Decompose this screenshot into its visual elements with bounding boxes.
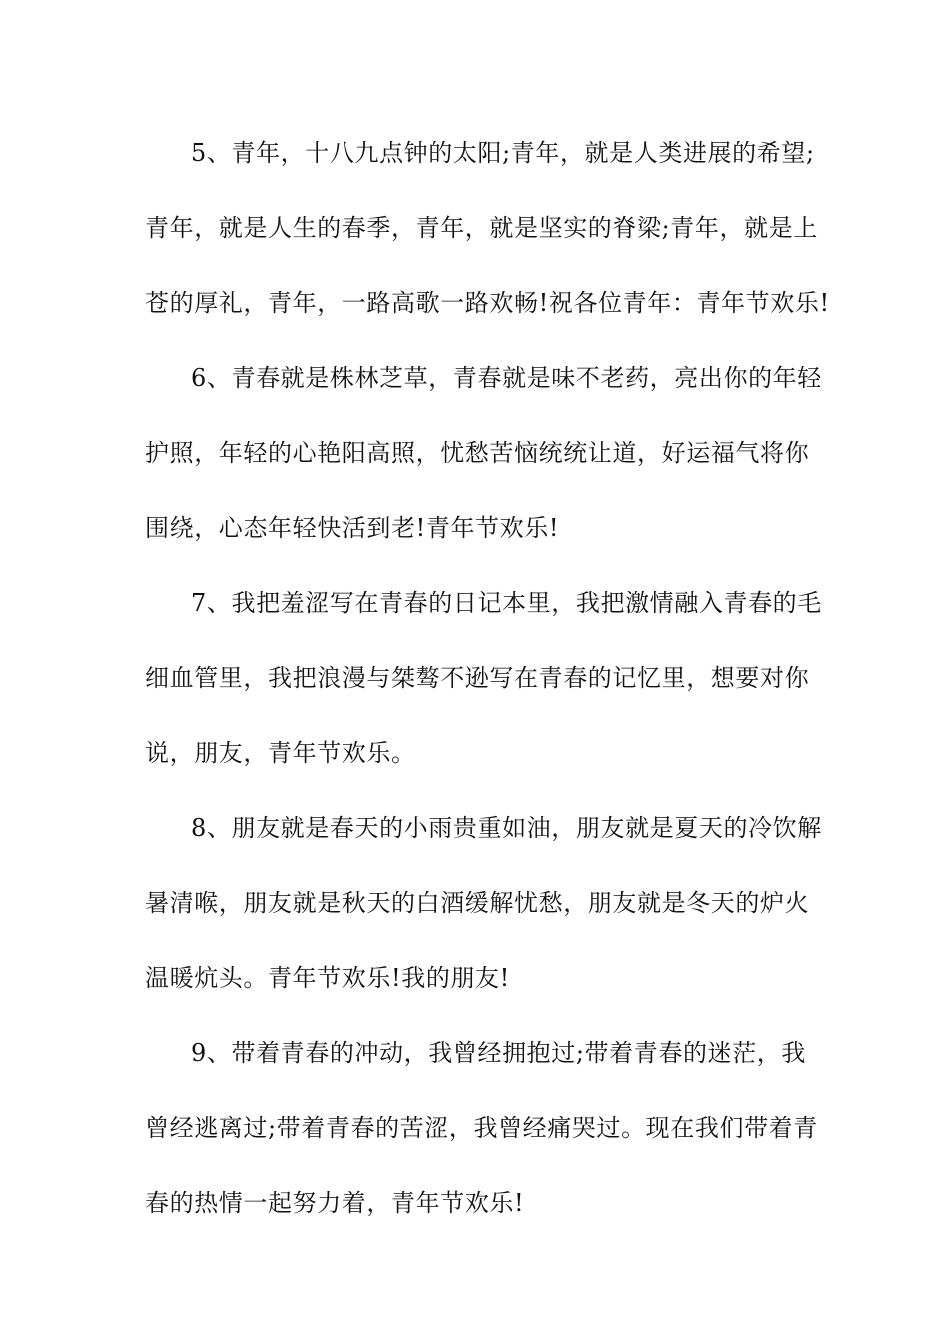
- paragraph-line: 苍的厚礼，青年，一路高歌一路欢畅!祝各位青年：青年节欢乐!: [145, 289, 830, 317]
- paragraph-line: 说，朋友，青年节欢乐。: [145, 739, 416, 767]
- paragraph-line: 5、青年，十八九点钟的太阳;青年，就是人类进展的希望;: [191, 139, 815, 167]
- paragraph-line: 春的热情一起努力着，青年节欢乐!: [145, 1189, 525, 1217]
- paragraph-line: 9、带着青春的冲动，我曾经拥抱过;带着青春的迷茫，我: [191, 1039, 806, 1067]
- paragraph-line: 温暖炕头。青年节欢乐!我的朋友!: [145, 964, 510, 992]
- paragraph-line: 青年，就是人生的春季，青年，就是坚实的脊梁;青年，就是上: [145, 214, 818, 242]
- paragraph-line: 暑清喉，朋友就是秋天的白酒缓解忧愁，朋友就是冬天的炉火: [145, 889, 810, 917]
- paragraph-7: [145, 581, 822, 806]
- paragraph-6: [145, 356, 822, 581]
- paragraph-line: 曾经逃离过;带着青春的苦涩，我曾经痛哭过。现在我们带着青: [145, 1114, 818, 1142]
- paragraph-5: [145, 131, 830, 356]
- paragraph-line: 7、我把羞涩写在青春的日记本里，我把激情融入青春的毛: [191, 589, 822, 617]
- document-body: [145, 131, 830, 1256]
- paragraph-line: 细血管里，我把浪漫与桀骜不逊写在青春的记忆里，想要对你: [145, 664, 810, 692]
- paragraph-line: 6、青春就是株林芝草，青春就是味不老药，亮出你的年轻: [191, 364, 822, 392]
- paragraph-line: 8、朋友就是春天的小雨贵重如油，朋友就是夏天的冷饮解: [191, 814, 822, 842]
- paragraph-line: 围绕，心态年轻快活到老!青年节欢乐!: [145, 514, 560, 542]
- paragraph-8: [145, 806, 822, 1031]
- paragraph-line: 护照，年轻的心艳阳高照，忧愁苦恼统统让道，好运福气将你: [145, 439, 810, 467]
- paragraph-9: [145, 1031, 818, 1256]
